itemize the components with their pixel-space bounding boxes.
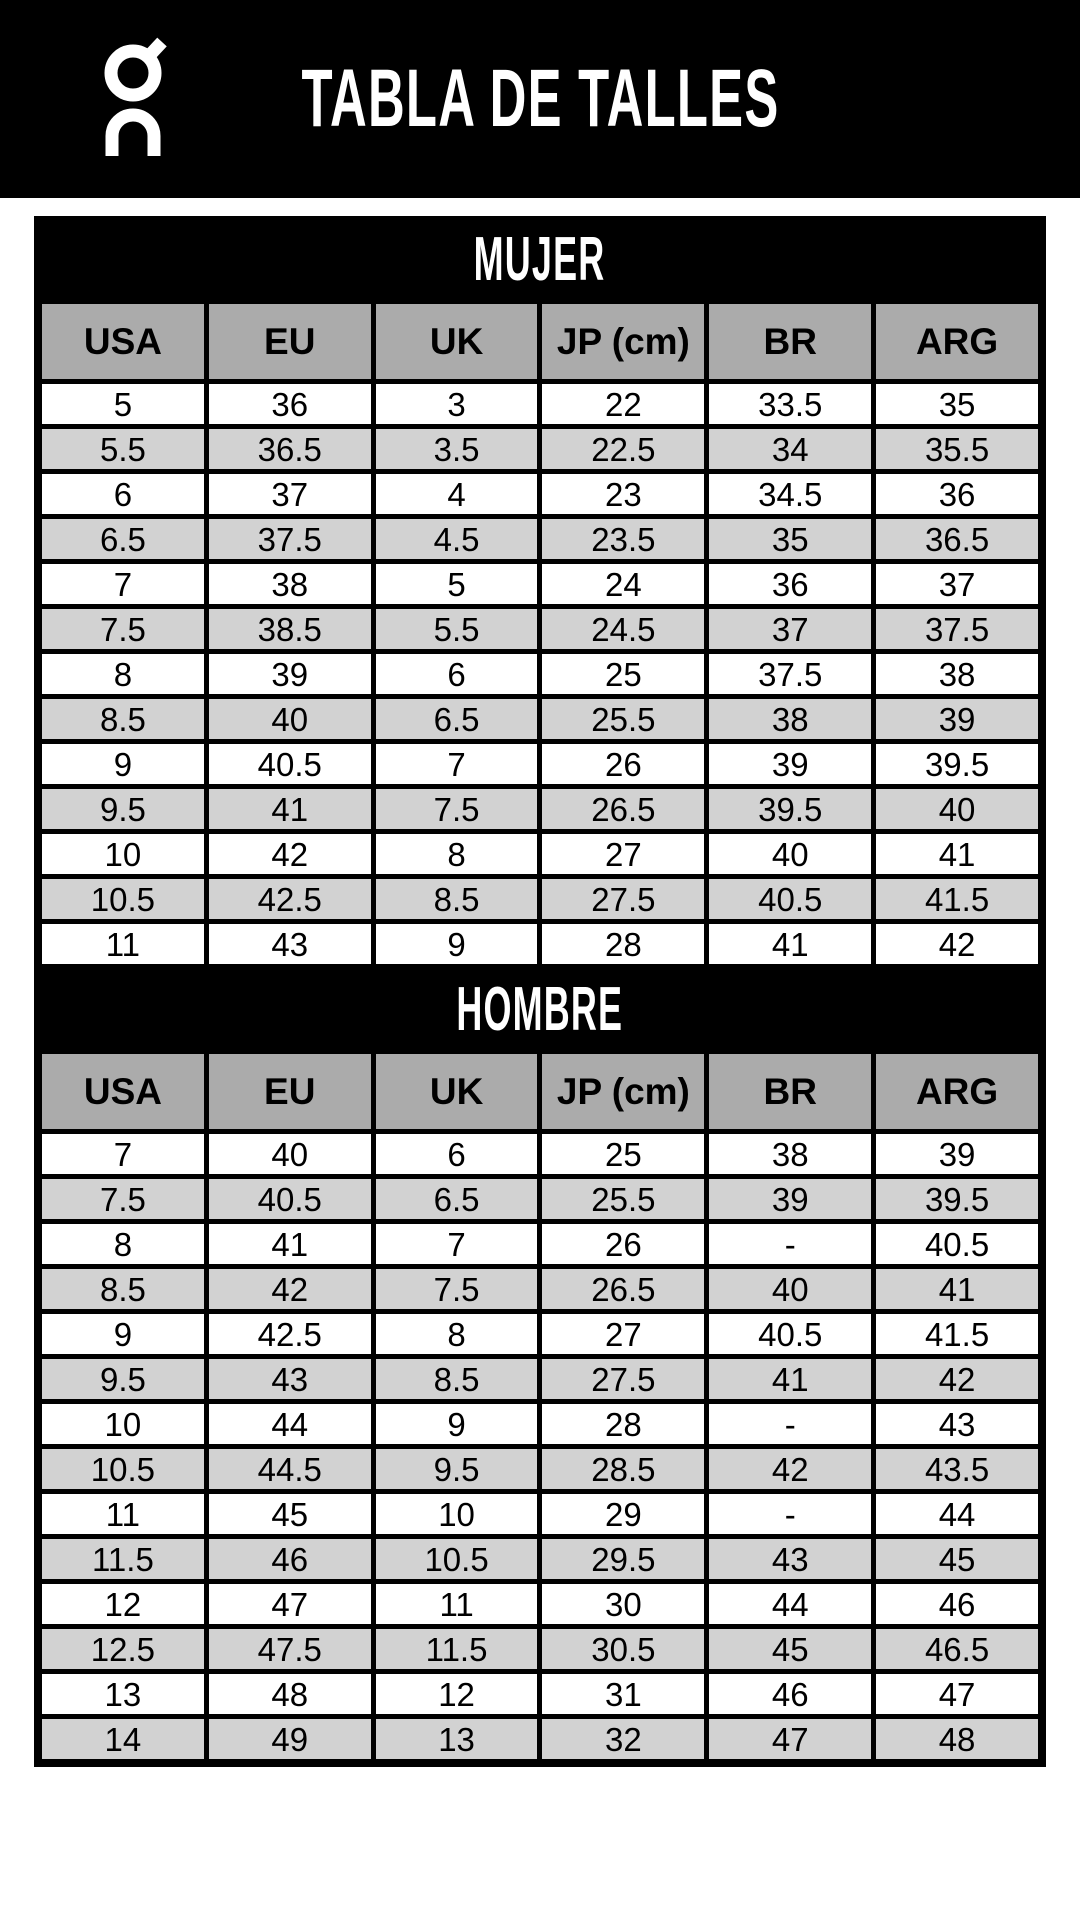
- table-cell: 40.5: [707, 877, 874, 922]
- table-cell: 44: [874, 1492, 1041, 1537]
- table-cell: 48: [206, 1672, 373, 1717]
- table-cell: 27: [540, 1312, 707, 1357]
- table-cell: 11: [40, 1492, 207, 1537]
- table-cell: 22.5: [540, 427, 707, 472]
- table-cell: 48: [874, 1717, 1041, 1762]
- title-area: [0, 0, 1080, 198]
- table-cell: 28.5: [540, 1447, 707, 1492]
- table-cell: 37: [206, 472, 373, 517]
- table-row: [40, 1672, 1041, 1717]
- table-cell: 24: [540, 562, 707, 607]
- table-cell: 40.5: [707, 1312, 874, 1357]
- table-cell: 43.5: [874, 1447, 1041, 1492]
- table-cell: 47.5: [206, 1627, 373, 1672]
- table-cell: 28: [540, 922, 707, 967]
- table-row: [40, 922, 1041, 967]
- table-cell: 40.5: [206, 742, 373, 787]
- table-row: [40, 1222, 1041, 1267]
- hombre-size-table: [37, 1049, 1043, 1764]
- table-cell: -: [707, 1402, 874, 1447]
- table-cell: 9.5: [40, 1357, 207, 1402]
- table-row: [40, 1312, 1041, 1357]
- table-cell: 6.5: [373, 697, 540, 742]
- table-row: [40, 472, 1041, 517]
- table-cell: 9: [40, 742, 207, 787]
- table-cell: 43: [707, 1537, 874, 1582]
- column-header-arg: ARG: [874, 302, 1041, 382]
- table-cell: 7.5: [373, 1267, 540, 1312]
- table-cell: 37: [707, 607, 874, 652]
- table-cell: 39: [874, 1132, 1041, 1177]
- table-row: [40, 1447, 1041, 1492]
- table-cell: 6.5: [40, 517, 207, 562]
- table-row: [40, 1582, 1041, 1627]
- column-header-usa: USA: [40, 302, 207, 382]
- table-cell: 10: [40, 832, 207, 877]
- table-cell: 8: [40, 1222, 207, 1267]
- table-row: [40, 562, 1041, 607]
- table-cell: 35: [707, 517, 874, 562]
- table-cell: 7: [40, 562, 207, 607]
- section-title-hombre: HOMBRE: [456, 974, 624, 1044]
- table-cell: 27: [540, 832, 707, 877]
- table-cell: 10: [40, 1402, 207, 1447]
- table-cell: 7.5: [40, 607, 207, 652]
- table-cell: 43: [874, 1402, 1041, 1447]
- table-row: [40, 787, 1041, 832]
- table-cell: 41: [874, 832, 1041, 877]
- table-cell: 41: [707, 1357, 874, 1402]
- table-cell: 36: [874, 472, 1041, 517]
- table-cell: 37.5: [206, 517, 373, 562]
- table-cell: 41: [206, 1222, 373, 1267]
- table-cell: 3.5: [373, 427, 540, 472]
- table-cell: 41: [874, 1267, 1041, 1312]
- table-row: [40, 1132, 1041, 1177]
- table-cell: 33.5: [707, 382, 874, 427]
- table-row: [40, 877, 1041, 922]
- table-cell: 9.5: [40, 787, 207, 832]
- table-cell: 14: [40, 1717, 207, 1762]
- table-cell: -: [707, 1222, 874, 1267]
- table-cell: 32: [540, 1717, 707, 1762]
- table-cell: 39: [874, 697, 1041, 742]
- table-cell: 40.5: [874, 1222, 1041, 1267]
- table-cell: 41: [707, 922, 874, 967]
- table-cell: 39.5: [707, 787, 874, 832]
- table-cell: 9.5: [373, 1447, 540, 1492]
- table-cell: 37.5: [707, 652, 874, 697]
- table-cell: 27.5: [540, 877, 707, 922]
- table-row: [40, 1627, 1041, 1672]
- table-cell: 38.5: [206, 607, 373, 652]
- table-row: [40, 1357, 1041, 1402]
- table-cell: 47: [707, 1717, 874, 1762]
- table-row: [40, 607, 1041, 652]
- table-cell: 7: [373, 742, 540, 787]
- table-cell: 39: [206, 652, 373, 697]
- table-cell: 11: [373, 1582, 540, 1627]
- table-cell: 34: [707, 427, 874, 472]
- table-cell: 47: [874, 1672, 1041, 1717]
- table-cell: 40: [206, 697, 373, 742]
- column-header-row: [40, 302, 1041, 382]
- table-cell: 35: [874, 382, 1041, 427]
- column-header-br: BR: [707, 1052, 874, 1132]
- table-cell: 4: [373, 472, 540, 517]
- table-cell: 9: [373, 1402, 540, 1447]
- table-cell: 45: [874, 1537, 1041, 1582]
- table-cell: 30: [540, 1582, 707, 1627]
- table-row: [40, 382, 1041, 427]
- column-header-row: [40, 1052, 1041, 1132]
- table-row: [40, 1177, 1041, 1222]
- table-cell: 7: [373, 1222, 540, 1267]
- table-cell: 39: [707, 742, 874, 787]
- column-header-eu: EU: [206, 1052, 373, 1132]
- table-cell: 8.5: [373, 1357, 540, 1402]
- table-cell: 7: [40, 1132, 207, 1177]
- table-cell: 35.5: [874, 427, 1041, 472]
- table-row: [40, 1492, 1041, 1537]
- table-row: [40, 517, 1041, 562]
- table-cell: 8: [373, 1312, 540, 1357]
- table-cell: 26.5: [540, 1267, 707, 1312]
- table-cell: 26.5: [540, 787, 707, 832]
- section-band-mujer: [37, 219, 1043, 299]
- table-cell: 42: [206, 832, 373, 877]
- table-cell: 28: [540, 1402, 707, 1447]
- table-cell: 13: [40, 1672, 207, 1717]
- table-cell: 27.5: [540, 1357, 707, 1402]
- table-cell: 38: [206, 562, 373, 607]
- table-cell: 8: [40, 652, 207, 697]
- mujer-size-table: [37, 299, 1043, 969]
- page-title: TABLA DE TALLES: [300, 53, 780, 144]
- table-row: [40, 427, 1041, 472]
- table-cell: 6.5: [373, 1177, 540, 1222]
- table-cell: 46: [206, 1537, 373, 1582]
- table-cell: 46.5: [874, 1627, 1041, 1672]
- table-cell: 12: [373, 1672, 540, 1717]
- table-cell: 42.5: [206, 877, 373, 922]
- table-cell: 46: [707, 1672, 874, 1717]
- column-header-eu: EU: [206, 302, 373, 382]
- table-cell: 34.5: [707, 472, 874, 517]
- table-cell: 39.5: [874, 742, 1041, 787]
- table-cell: 49: [206, 1717, 373, 1762]
- table-cell: 25: [540, 652, 707, 697]
- table-cell: 40.5: [206, 1177, 373, 1222]
- table-cell: 7.5: [40, 1177, 207, 1222]
- table-cell: 24.5: [540, 607, 707, 652]
- section-hombre: [37, 969, 1043, 1764]
- table-row: [40, 1717, 1041, 1762]
- table-cell: 22: [540, 382, 707, 427]
- table-cell: 39: [707, 1177, 874, 1222]
- table-cell: 9: [40, 1312, 207, 1357]
- table-cell: 42: [874, 922, 1041, 967]
- table-cell: 31: [540, 1672, 707, 1717]
- table-cell: 3: [373, 382, 540, 427]
- table-cell: 42: [707, 1447, 874, 1492]
- column-header-jp-cm: JP (cm): [540, 302, 707, 382]
- table-cell: 25.5: [540, 1177, 707, 1222]
- table-cell: 12.5: [40, 1627, 207, 1672]
- table-cell: -: [707, 1492, 874, 1537]
- table-cell: 23: [540, 472, 707, 517]
- table-cell: 42: [874, 1357, 1041, 1402]
- table-cell: 11.5: [373, 1627, 540, 1672]
- table-cell: 44: [707, 1582, 874, 1627]
- table-cell: 8.5: [40, 697, 207, 742]
- header-band: [0, 0, 1080, 198]
- table-cell: 42.5: [206, 1312, 373, 1357]
- table-cell: 7.5: [373, 787, 540, 832]
- table-cell: 38: [874, 652, 1041, 697]
- table-row: [40, 832, 1041, 877]
- column-header-uk: UK: [373, 1052, 540, 1132]
- column-header-jp-cm: JP (cm): [540, 1052, 707, 1132]
- table-cell: 5.5: [40, 427, 207, 472]
- table-cell: 45: [206, 1492, 373, 1537]
- table-cell: 44: [206, 1402, 373, 1447]
- table-cell: 8.5: [40, 1267, 207, 1312]
- table-cell: 5.5: [373, 607, 540, 652]
- column-header-arg: ARG: [874, 1052, 1041, 1132]
- table-cell: 30.5: [540, 1627, 707, 1672]
- table-cell: 10.5: [373, 1537, 540, 1582]
- table-cell: 11: [40, 922, 207, 967]
- table-cell: 36: [707, 562, 874, 607]
- table-cell: 26: [540, 1222, 707, 1267]
- size-chart: [34, 216, 1046, 1767]
- table-cell: 41.5: [874, 877, 1041, 922]
- table-cell: 25.5: [540, 697, 707, 742]
- table-row: [40, 1267, 1041, 1312]
- column-header-br: BR: [707, 302, 874, 382]
- table-cell: 10.5: [40, 877, 207, 922]
- table-cell: 25: [540, 1132, 707, 1177]
- table-cell: 6: [40, 472, 207, 517]
- table-cell: 37: [874, 562, 1041, 607]
- table-row: [40, 697, 1041, 742]
- table-cell: 5: [40, 382, 207, 427]
- table-cell: 10.5: [40, 1447, 207, 1492]
- section-band-hombre: [37, 969, 1043, 1049]
- table-row: [40, 1402, 1041, 1447]
- table-cell: 38: [707, 1132, 874, 1177]
- table-cell: 36.5: [206, 427, 373, 472]
- table-cell: 5: [373, 562, 540, 607]
- table-cell: 26: [540, 742, 707, 787]
- table-cell: 8: [373, 832, 540, 877]
- table-cell: 36.5: [874, 517, 1041, 562]
- table-cell: 12: [40, 1582, 207, 1627]
- section-mujer: [37, 219, 1043, 969]
- table-cell: 43: [206, 922, 373, 967]
- table-cell: 11.5: [40, 1537, 207, 1582]
- table-row: [40, 1537, 1041, 1582]
- table-row: [40, 742, 1041, 787]
- table-cell: 40: [707, 832, 874, 877]
- table-cell: 43: [206, 1357, 373, 1402]
- table-cell: 6: [373, 1132, 540, 1177]
- table-cell: 4.5: [373, 517, 540, 562]
- table-cell: 9: [373, 922, 540, 967]
- table-cell: 45: [707, 1627, 874, 1672]
- table-cell: 40: [707, 1267, 874, 1312]
- table-cell: 6: [373, 652, 540, 697]
- table-cell: 42: [206, 1267, 373, 1312]
- table-cell: 38: [707, 697, 874, 742]
- column-header-usa: USA: [40, 1052, 207, 1132]
- table-row: [40, 652, 1041, 697]
- column-header-uk: UK: [373, 302, 540, 382]
- table-cell: 29.5: [540, 1537, 707, 1582]
- table-cell: 47: [206, 1582, 373, 1627]
- table-cell: 37.5: [874, 607, 1041, 652]
- table-cell: 29: [540, 1492, 707, 1537]
- table-cell: 41: [206, 787, 373, 832]
- table-cell: 41.5: [874, 1312, 1041, 1357]
- table-cell: 44.5: [206, 1447, 373, 1492]
- table-cell: 8.5: [373, 877, 540, 922]
- table-cell: 23.5: [540, 517, 707, 562]
- table-cell: 39.5: [874, 1177, 1041, 1222]
- table-cell: 40: [206, 1132, 373, 1177]
- table-cell: 36: [206, 382, 373, 427]
- table-cell: 10: [373, 1492, 540, 1537]
- section-title-mujer: MUJER: [474, 224, 606, 294]
- table-cell: 13: [373, 1717, 540, 1762]
- table-cell: 40: [874, 787, 1041, 832]
- table-cell: 46: [874, 1582, 1041, 1627]
